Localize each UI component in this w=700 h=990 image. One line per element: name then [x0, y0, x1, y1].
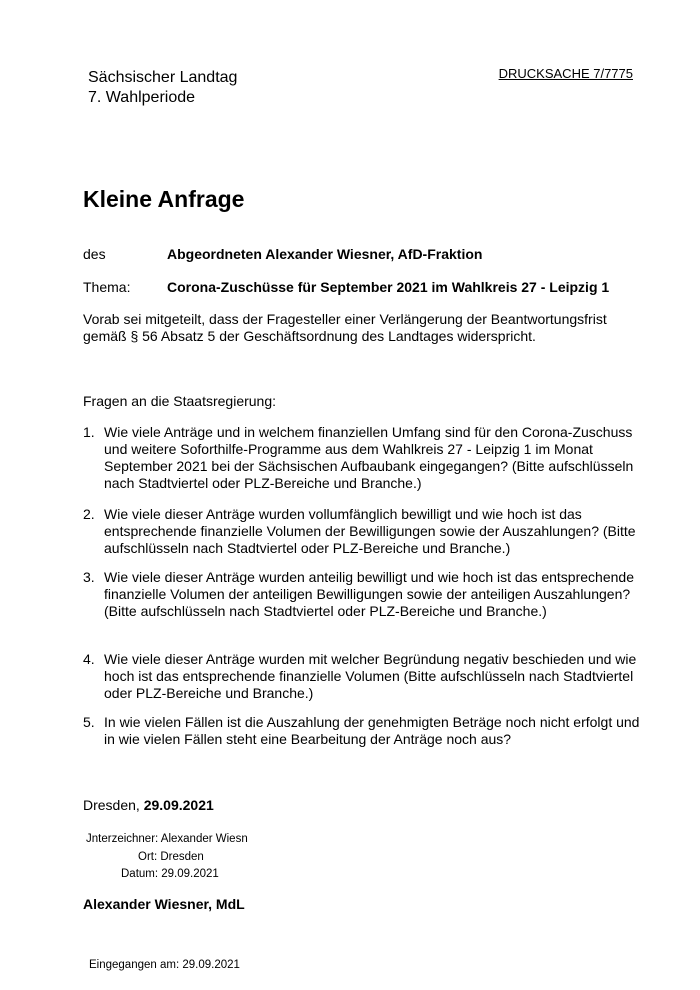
topic-label: Thema:: [83, 279, 131, 295]
question-5-text: In wie vielen Fällen ist die Auszahlung der genehmigten Beträge noch nicht erfolgt und in wie vielen Fällen steht eine Bearbeitung der Anträge noch aus?: [104, 714, 640, 747]
preamble: Vorab sei mitgeteilt, dass der Fragesteller einer Verlängerung der Beantwortungsfrist gemäß § 56 Absatz 5 der Geschäftsordnung des Landtages widerspricht.: [83, 311, 607, 344]
author-value: Abgeordneten Alexander Wiesner, AfD-Fraktion: [167, 246, 483, 262]
signature-block: [86, 832, 256, 882]
date-line: [83, 797, 214, 814]
questions-intro: Fragen an die Staatsregierung:: [83, 393, 277, 409]
question-4-number: 4.: [83, 651, 95, 667]
topic-value: Corona-Zuschüsse für September 2021 im Wahlkreis 27 - Leipzig 1: [167, 279, 610, 295]
header-parliament: Sächsischer Landtag: [88, 69, 238, 86]
question-5-number: 5.: [83, 714, 95, 730]
question-3-text: Wie viele dieser Anträge wurden anteilig bewilligt und wie hoch ist das entsprechende finanzielle Volumen der anteiligen Bewilligungen sowie der anteiligen Auszahlungen? (Bitte aufschlüsseln nach Stadtviertel oder PLZ-Bereiche und Branche.): [104, 569, 634, 619]
signature-signer: Jnterzeichner: Alexander Wiesn: [86, 833, 248, 845]
question-2-text: Wie viele dieser Anträge wurden vollumfänglich bewilligt und wie hoch ist das entsprechende finanzielle Volumen der Bewilligungen sowie der Auszahlungen? (Bitte aufschlüsseln nach Stadtviertel oder PLZ-Bereiche und Branche.): [104, 506, 636, 556]
question-1-number: 1.: [83, 424, 95, 440]
header-period: 7. Wahlperiode: [88, 89, 196, 106]
signature-date: Datum: 29.09.2021: [121, 868, 219, 880]
drucksache-number: DRUCKSACHE 7/7775: [498, 66, 633, 81]
date-place: Dresden,: [83, 797, 144, 813]
document-title: Kleine Anfrage: [83, 186, 245, 212]
author-label: des: [83, 246, 106, 262]
question-1-text: Wie viele Anträge und in welchem finanziellen Umfang sind für den Corona-Zuschuss und weitere Soforthilfe-Programme aus dem Wahlkreis 27 - Leipzig 1 im Monat September 2021 bei der Sächsischen Aufbaubank eingegangen? (Bitte aufschlüsseln nach Stadtviertel oder PLZ-Bereiche und Branche.): [104, 424, 634, 491]
question-3-number: 3.: [83, 569, 95, 585]
signer-name: Alexander Wiesner, MdL: [83, 896, 245, 912]
received-stamp: Eingegangen am: 29.09.2021: [89, 959, 240, 971]
question-2-number: 2.: [83, 506, 95, 522]
signature-place: Ort: Dresden: [138, 851, 204, 863]
date-value: 29.09.2021: [143, 797, 214, 813]
question-4-text: Wie viele dieser Anträge wurden mit welcher Begründung negativ beschieden und wie hoch ist das entsprechende finanzielle Volumen (Bitte aufschlüsseln nach Stadtviertel oder PLZ-Bereiche und Branche.): [104, 651, 637, 701]
